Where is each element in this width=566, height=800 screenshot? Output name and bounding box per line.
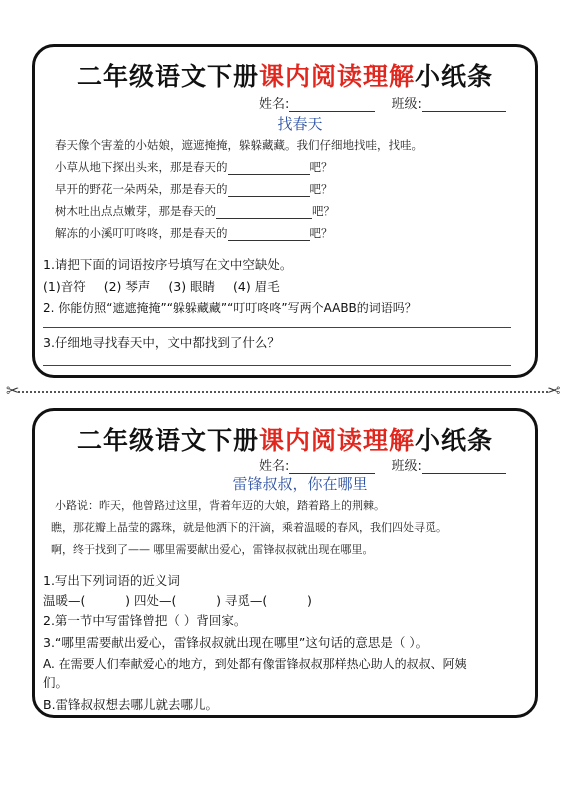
passage-text: 解冻的小溪叮叮咚咚，那是春天的 xyxy=(55,226,228,240)
card2-student-fields xyxy=(259,455,506,474)
card2-passage-line-3: 啊，终于找到了—— 哪里需要献出爱心，雷锋叔叔就出现在哪里。 xyxy=(51,543,374,556)
blank-suffix: 吧？ xyxy=(312,204,335,218)
card1-passage-line-3 xyxy=(55,181,333,197)
card1-passage-title: 找春天 xyxy=(277,115,323,133)
card2-question-1: 1.写出下列词语的近义词 xyxy=(43,573,180,588)
passage-text: 树木吐出点点嫩芽，那是春天的 xyxy=(55,204,216,218)
card2-passage-line-1: 小路说：昨天，他曾路过这里，背着年迈的大娘，踏着路上的荆棘。 xyxy=(55,499,385,512)
class-label: 班级: xyxy=(391,459,422,474)
card2-question-1-items: 温暖—( ) 四处—( ) 寻觅—( ) xyxy=(43,593,312,608)
card1-answer-line-2[interactable] xyxy=(43,327,511,328)
card1-question-1: 1.请把下面的词语按序号填写在文中空缺处。 xyxy=(43,257,293,272)
title-part-black-2: 小纸条 xyxy=(415,62,494,91)
fill-blank-2[interactable] xyxy=(228,184,310,197)
title-part-black: 二年级语文下册 xyxy=(76,426,259,455)
title-part-black: 二年级语文下册 xyxy=(76,62,259,91)
card2-question-3: 3.“哪里需要献出爱心，雷锋叔叔就出现在哪里”这句话的意思是（ ）。 xyxy=(43,635,429,650)
cut-line xyxy=(18,391,548,393)
title-part-red: 课内阅读理解 xyxy=(258,62,415,91)
worksheet-card-1 xyxy=(32,44,538,378)
class-label: 班级: xyxy=(391,97,422,112)
title-part-black-2: 小纸条 xyxy=(415,426,494,455)
name-label: 姓名: xyxy=(259,97,290,112)
class-field[interactable] xyxy=(422,99,506,112)
card1-passage-line-4 xyxy=(55,203,335,219)
option-1: (1)音符 xyxy=(43,279,86,294)
blank-suffix: 吧？ xyxy=(309,160,333,174)
name-label: 姓名: xyxy=(259,459,290,474)
blank-suffix: 吧？ xyxy=(309,182,333,196)
card1-title xyxy=(35,57,535,93)
scissors-icon: ✂ xyxy=(6,381,20,400)
scissors-icon: ✂ xyxy=(546,381,560,400)
card2-option-b: B.雷锋叔叔想去哪儿就去哪儿。 xyxy=(43,697,219,712)
passage-text: 小草从地下探出头来，那是春天的 xyxy=(55,160,228,174)
card1-answer-line-3[interactable] xyxy=(43,365,511,366)
name-field[interactable] xyxy=(289,99,375,112)
worksheet-card-2 xyxy=(32,408,538,718)
card2-title xyxy=(35,421,535,457)
passage-text: 早开的野花一朵两朵，那是春天的 xyxy=(55,182,228,196)
card1-passage-line-1: 春天像个害羞的小姑娘，遮遮掩掩，躲躲藏藏。我们仔细地找哇，找哇。 xyxy=(55,138,423,152)
option-4: (4) 眉毛 xyxy=(233,279,280,294)
card2-option-a-cont: 们。 xyxy=(43,675,69,690)
card1-passage-line-2 xyxy=(55,159,333,175)
option-2: (2) 琴声 xyxy=(103,279,151,294)
title-part-red: 课内阅读理解 xyxy=(258,426,415,455)
fill-blank-4[interactable] xyxy=(228,228,310,241)
option-3: (3) 眼睛 xyxy=(168,279,216,294)
fill-blank-3[interactable] xyxy=(216,206,312,219)
card2-passage-line-2: 瞧，那花瓣上晶莹的露珠，就是他洒下的汗滴，乘着温暖的春风，我们四处寻觅。 xyxy=(51,521,447,534)
card2-passage-title: 雷锋叔叔，你在哪里 xyxy=(232,475,368,493)
card1-student-fields xyxy=(259,93,506,112)
fill-blank-1[interactable] xyxy=(228,162,310,175)
card1-question-2: 2. 你能仿照“遮遮掩掩”“躲躲藏藏”“叮叮咚咚”写两个AABB的词语吗？ xyxy=(43,301,417,315)
card2-option-a: A. 在需要人们奉献爱心的地方，到处都有像雷锋叔叔那样热心助人的叔叔、阿姨 xyxy=(43,657,467,671)
card1-question-1-options xyxy=(43,277,280,295)
card1-passage-line-5 xyxy=(55,225,333,241)
blank-suffix: 吧？ xyxy=(309,226,333,240)
card2-question-2: 2.第一节中写雷锋曾把（ ）背回家。 xyxy=(43,613,247,628)
card1-question-3: 3.仔细地寻找春天中，文中都找到了什么？ xyxy=(43,335,280,350)
